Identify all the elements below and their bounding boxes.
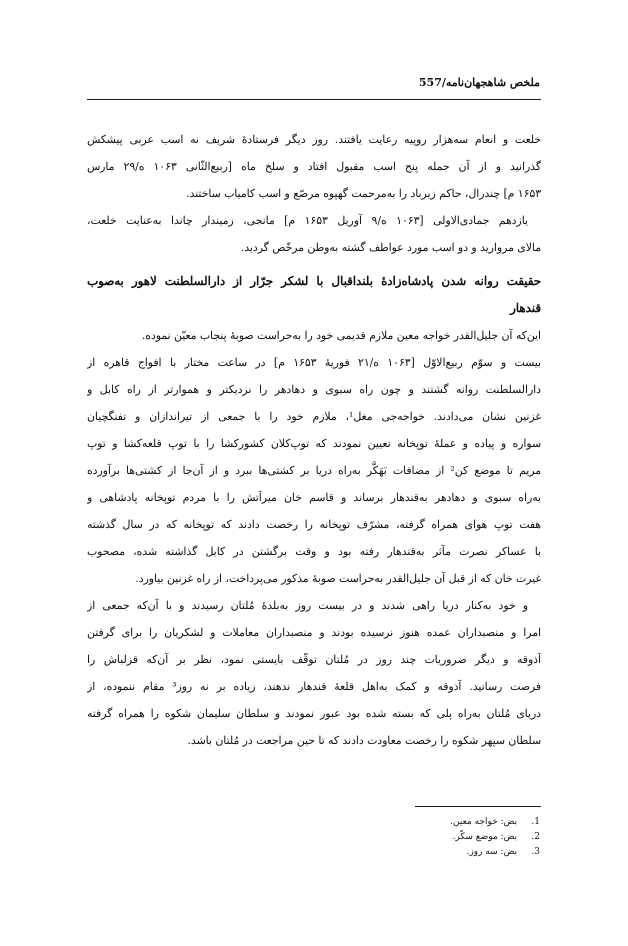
- footnote: [240, 815, 540, 830]
- paragraph: [87, 126, 541, 207]
- text-line: سلطان سپهر شکوه را رخصت معاودت دادند که تا حین مراجعت در مُلتان باشد.: [187, 734, 541, 747]
- text-line: این‌که آن جلیل‌القدر خواجه معین ملازم قدیمی خود را به‌حراست صوبهٔ پنجاب معیّن نموده.: [141, 329, 541, 342]
- spacer: [87, 261, 541, 268]
- running-head: ملخص شاهجهان‌نامه/557: [418, 76, 540, 89]
- paragraph: [87, 592, 541, 754]
- text-line: گذرانید و از آن جمله پنج اسب مقبول افتاد و سلخ ماه [ربیع‌الثّانی ۱۰۶۳ ه/۲۹ مارس: [87, 160, 541, 173]
- footnote-number: 3.: [531, 847, 540, 857]
- heading-line: حقیقت روانه شدن پادشاه‌زادهٔ بلنداقبال با لشکر جرّار از دارالسلطنت لاهور به‌صوب: [87, 274, 541, 288]
- text-line: سواره و پیاده و عملهٔ توپخانه تعیین نمودند که توپ‌کلان کشورکشا را با توپ قلعه‌کشا و توپ: [87, 437, 541, 450]
- text-line: خلعت و انعام سه‌هزار روپیه رعایت یافتند. روز دیگر فرستادهٔ شریف نه اسب عربی پیشکش: [87, 133, 541, 146]
- text-line: مریم تا موضع کن² از مضافات بَهَکَّر به‌راه دریا بر کشتی‌ها ببرد و از آن‌جا از کشتی‌ها برآورده: [87, 464, 541, 477]
- text-line: دارالسلطنت روانه گشتند و چون راه سبوی و دهادهر را نزدیکتر و هموارتر از راه کابل و: [87, 383, 541, 396]
- footnote-text: بض: خواجه معین.: [450, 817, 518, 827]
- paragraph: [87, 207, 541, 261]
- heading-line: قندهار: [510, 301, 541, 315]
- footnote-number: 2.: [531, 832, 540, 842]
- text-line: با عساکر نصرت مآثر به‌قندهار رفته بود و وقت برگشتن در کابل گذاشته شده، مصحوب: [87, 545, 541, 558]
- text-line: ۱۶۵۳ م] چندرال، حاکم زیرباد را به‌مرحمت گهپوه مرصّع و اسب کامیاب ساختند.: [186, 187, 541, 200]
- footnotes: [240, 815, 540, 860]
- footnote-rule: [415, 806, 541, 807]
- body-text: [87, 126, 541, 754]
- header-rule: [87, 99, 541, 100]
- text-line: غزنین نشان می‌دادند. خواجه‌جی مغل¹، ملازم خود را با جمعی از تیراندازان و تفنگچیان: [87, 410, 541, 423]
- footnote: [240, 845, 540, 860]
- text-line: هفت توپ هوای همراه گرفته، مشرّف توپخانه را رخصت دادند که توپخانه که در سال گذشته: [87, 518, 541, 531]
- footnote-number: 1.: [531, 817, 540, 827]
- text-line: امرا و منصبداران عمده هنوز نرسیده بودند و منصبداران معاملات و لشکریان را برای گرفتن: [87, 626, 541, 639]
- section-heading: [87, 268, 541, 322]
- text-line: یازدهم جمادی‌الاولی [۱۰۶۳ ه/۹ آوریل ۱۶۵۳ م] مانجی، زمیندار چاندا به‌عنایت خلعت،: [87, 214, 528, 227]
- text-line: بیست و سوّم ربیع‌الاوّل [۱۰۶۳ ه/۲۱ فوریهٔ ۱۶۵۳ م] در ساعت مختار با افواج قاهره از: [87, 356, 541, 369]
- text-line: و خود به‌کنار دریا راهی شدند و در بیست روز به‌بلدهٔ مُلتان رسیدند و با آن‌که جمعی از: [87, 599, 528, 612]
- paragraph: [87, 322, 541, 592]
- text-line: مالای مروارید و دو اسب مورد عواطف گشته به‌وطن مرخّص گردید.: [240, 241, 541, 254]
- text-line: فرصت رسانید. آذوقه و کمک به‌اهل قلعهٔ قندهار ندهند، زیاده بر نه روز³ مقام ننموده، از: [87, 680, 541, 693]
- text-line: آذوقه و دیگر ضروریات چند روز در مُلتان توقّف بایستی نمود، نظر بر آن‌که قزلباش را: [87, 653, 541, 666]
- text-line: غیرت خان که از قبل آن جلیل‌القدر به‌حراست صوبهٔ مذکور می‌پرداخت، از راه غزنین بیاورد.: [135, 572, 541, 585]
- text-line: به‌راه سبوی و دهادهر به‌قندهار برساند و قاسم خان میرآتش را با مردم توپخانه پادشاهی و: [87, 491, 541, 504]
- footnote-text: بض: سه روز.: [466, 847, 518, 857]
- footnote-text: بض: موضع سکّر.: [452, 832, 518, 842]
- text-line: دریای مُلتان به‌راه پلی که بسته شده بود عبور نمودند و سلطان سلیمان شکوه را همراه گرفته: [87, 707, 541, 720]
- footnote: [240, 830, 540, 845]
